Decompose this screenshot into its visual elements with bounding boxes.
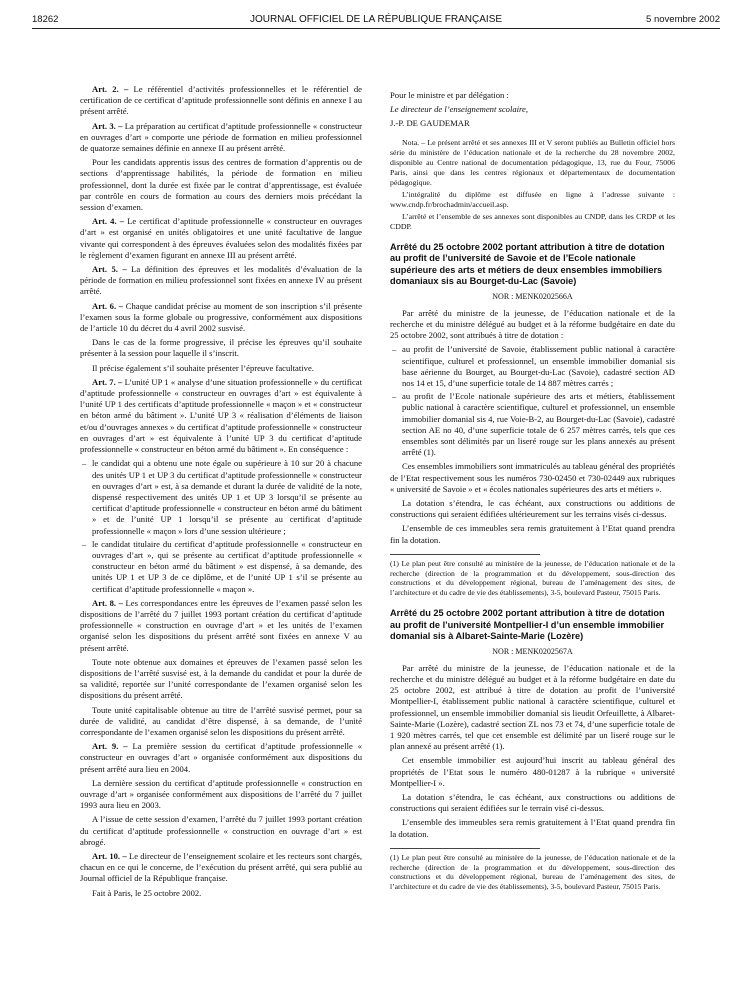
signature-line-2: Le directeur de l’enseignement scolaire, (390, 104, 529, 115)
nota-block (390, 138, 675, 232)
article-9: Art. 9. – La première session du certificat d’aptitude professionnelle « constructeur en ouvrages d’art » organisée conformément aux dispositions du présent arrêté aura lieu en 2004. (80, 741, 362, 774)
decree-2-para-3: La dotation s’étendra, le cas échéant, aux constructions ou additions de constructions qui seraient édifiées sur le terrain visé ci-dessus. (390, 792, 675, 814)
article-3-para-2: Pour les candidats apprentis issus des centres de formation d’apprentis ou de sections d’apprentissage habilités, la période de formation en milieu professionnel, dont la durée est fixée par le contrat d’apprentissage, est évaluée par contrôle en cours de formation au cours des derniers mois précédant la session d’examen. (80, 157, 362, 213)
article-8-para-3: Toute unité capitalisable obtenue au titre de l’arrêté susvisé permet, pour sa durée de validité, au candidat d’être dispensé, à sa demande, de l’unité correspondante de l’examen organisé selon les dispositions du présent arrêté. (80, 704, 362, 737)
footnote-rule (390, 554, 540, 555)
article-3: Art. 3. – La préparation au certificat d’aptitude professionnelle « constructeur en ouvrages d’art » comporte une période de formation en milieu professionnel de quatorze semaines définie en annexe II au présent arrêté. (80, 120, 362, 154)
decree-1-title: Arrêté du 25 octobre 2002 portant attribution à titre de dotation au profit de l’université de Savoie et de l’Ecole nationale supérieure des arts et métiers de deux ensembles immobiliers domaniaux sis au Bourget-du-Lac (Savoie) (390, 241, 665, 287)
decree-2-para-1: Par arrêté du ministre de la jeunesse, de l’éducation nationale et de la recherche et du ministre délégué au budget et à la réforme budgétaire en date du 25 octobre 2002, est attribué à titre de dotation au profit de l’université Montpellier-I, établissement public national à caractère scientifique, culturel et professionnel, un ensemble immobilier domanial sis lieudit Orfeuillette, à Albaret-Sainte-Marie (Lozère), cadastré section ZL nos 73 et 74, d’une superficie totale de 1 920 mètres carrés, tel que cet ensemble est délimité par un liseré rouge sur le plan annexé au présent arrêté (1). (390, 662, 675, 752)
page-header (32, 14, 720, 28)
article-8-para-2: Toute note obtenue aux domaines et épreuves de l’examen passé selon les dispositions de l’arrêté susvisé est, à la demande du candidat et pour la durée de sa validité, reportée sur l’unité correspondante de l’examen organisé selon les dispositions du présent arrêté. (80, 656, 362, 701)
nota-para-2: L’intégralité du diplôme est diffusée en ligne à l’adresse suivante : www.cndp.fr/brochadmin/accueil.asp. (390, 189, 675, 209)
decree-1-footnote: (1) Le plan peut être consulté au ministère de la jeunesse, de l’éducation nationale et de la recherche (direction de la programmation et du développement, sous-direction des constructions et du développement régional, bureau de l’aménagement des sites, de l’architecture et du cadre de vie des établissements), 3-5, boulevard Pasteur, 75015 Paris. (390, 558, 675, 598)
right-column (390, 90, 675, 895)
decree-2-para-2: Cet ensemble immobilier est aujourd’hui inscrit au tableau général des propriétés de l’Etat sous le numéro 480-01287 à la rubrique « université Montpellier-I ». (390, 755, 675, 788)
article-9-para-3: A l’issue de cette session d’examen, l’arrêté du 7 juillet 1993 portant création du certificat d’aptitude professionnelle « construction en ouvrage d’art » est abrogé. (80, 814, 362, 847)
issue-date: 5 novembre 2002 (646, 14, 720, 25)
left-column (80, 84, 362, 902)
decree-1-list (390, 344, 675, 458)
article-8: Art. 8. – Les correspondances entre les épreuves de l’examen passé selon les dispositions de l’arrêté du 7 juillet 1993 portant création du certificat d’aptitude professionnelle « construction en ouvrage d’art » et les unités de l’examen organisé selon les dispositions du présent arrêté sont fixées en annexe V au présent arrêté. (80, 597, 362, 653)
decree-2-title: Arrêté du 25 octobre 2002 portant attribution à titre de dotation au profit de l’université Montpellier-I d’un ensemble immobilier domanial sis à Albaret-Sainte-Marie (Lozère) (390, 608, 665, 642)
signature-place-date: Fait à Paris, le 25 octobre 2002. (92, 887, 202, 898)
article-9-para-2: La dernière session du certificat d’aptitude professionnelle « construction en ouvrage d’art » organisée conformément aux dispositions de l’arrêté du 7 juillet 1993 aura lieu en 2003. (80, 777, 362, 811)
decree-1-para-4: L’ensemble de ces immeubles sera remis gratuitement à l’Etat quand prendra fin la dotation. (390, 523, 675, 545)
decree-2-footnote: (1) Le plan peut être consulté au ministère de la jeunesse, de l’éducation nationale et de la recherche (direction de la programmation et du développement, sous-direction des constructions et du développement régional, bureau de l’aménagement des sites, de l’architecture et du cadre de vie des établissements), 3-5, boulevard Pasteur, 75015 Paris. (390, 852, 675, 892)
article-7-list (80, 458, 362, 594)
decree-1-nor: NOR : MENK0202566A (492, 291, 573, 301)
article-4: Art. 4. – Le certificat d’aptitude professionnelle « constructeur en ouvrages d’art » est organisé en unités obligatoires et une unité facultative de langue vivante qui correspondent à des épreuves évaluées selon des modalités fixées par le règlement d’examen figurant en annexe III au présent arrêté. (80, 216, 362, 260)
list-item: – le candidat qui a obtenu une note égale ou supérieure à 10 sur 20 à chacune des unités UP 1 et UP 3 du certificat d’aptitude professionnelle « constructeur en ouvrages d’art » est, à sa demande et durant la durée de validité de la note, dispensé respectivement des unités UP 1 et UP 3 lorsqu’il se présente au certificat d’aptitude professionnelle « constructeur en béton armé du bâtiment » et de l’unité UP 1 lorsqu’il se présente au certificat d’aptitude professionnelle « maçon » lors d’une session ultérieure ; (80, 458, 362, 536)
list-item: – au profit de l’Ecole nationale supérieure des arts et métiers, établissement public national à caractère scientifique, culturel et professionnel, un ensemble immobilier domanial sis 4, rue Voie-B-2, au Bourget-du-Lac (Savoie), cadastré section AE no 40, d’une superficie totale de 6 257 mètres carrés, tels que ces ensembles sont délimités par un liseré rouge sur les plans annexés au présent arrêté (1). (390, 391, 675, 458)
decree-2-para-4: L’ensemble des immeubles sera remis gratuitement à l’Etat quand prendra fin la dotation. (390, 817, 675, 839)
article-7: Art. 7. – L’unité UP 1 « analyse d’une situation professionnelle » du certificat d’aptitude professionnelle « constructeur en ouvrages d’art » est équivalente à l’unité UP 1 des certificats d’aptitude professionnelle « maçon » et « constructeur en béton armé du bâtiment ». L’unité UP 3 « réalisation d’éléments de liaison et/ou d’ouvrages annexes » du certificat d’aptitude professionnelle « constructeur en ouvrages d’art » est équivalente à l’unité UP 3 du certificat d’aptitude professionnelle « constructeur en béton armé du bâtiment ». En conséquence : (80, 376, 362, 455)
article-10: Art. 10. – Le directeur de l’enseignement scolaire et les recteurs sont chargés, chacun en ce qui le concerne, de l’exécution du présent arrêté, qui sera publié au Journal officiel de la République française. (80, 851, 362, 884)
article-6-para-2: Dans le cas de la forme progressive, il précise les épreuves qu’il souhaite présenter à la session pour laquelle il s’inscrit. (80, 337, 362, 359)
signatory-name: J.-P. DE GAUDEMAR (390, 118, 470, 129)
signature-line-1: Pour le ministre et par délégation : (390, 90, 509, 100)
article-6-para-3: Il précise également s’il souhaite présenter l’épreuve facultative. (92, 362, 314, 373)
nota-para-1: Nota. – Le présent arrêté et ses annexes III et V seront publiés au Bulletin officiel hors série du ministère de l’éducation nationale et de la recherche du 28 novembre 2002, disponible au Centre national de documentation pédagogique, 13, rue du Four, 75006 Paris, ainsi que dans les centres régionaux et départementaux de documentation pédagogique. (390, 137, 675, 187)
decree-1-para-2: Ces ensembles immobiliers sont immatriculés au tableau général des propriétés de l’Etat respectivement sous les numéros 730-02450 et 730-02449 aux rubriques « université de Savoie » et « écoles nationales supérieures des arts et métiers ». (390, 461, 675, 494)
article-5: Art. 5. – La définition des épreuves et les modalités d’évaluation de la période de formation en milieu professionnel sont fixées en annexe IV au présent arrêté. (80, 264, 362, 297)
list-item: – au profit de l’université de Savoie, établissement public national à caractère scientifique, culturel et professionnel, un ensemble immobilier domanial sis base aérienne du Bourget, au Bourget-du-Lac (Savoie), cadastré section AD nos 14 et 15, d’une superficie totale de 14 887 mètres carrés ; (390, 344, 675, 389)
header-rule (32, 28, 720, 29)
decree-2-nor: NOR : MENK0202567A (492, 646, 573, 656)
journal-title: JOURNAL OFFICIEL DE LA RÉPUBLIQUE FRANÇAISE (249, 14, 503, 25)
page-number: 18262 (32, 14, 59, 25)
decree-1-para-3: La dotation s’étendra, le cas échéant, aux constructions ou additions de constructions qui seraient édifiées ultérieurement sur les terrains visés ci-dessus. (390, 498, 675, 520)
footnote-rule (390, 848, 540, 849)
article-6: Art. 6. – Chaque candidat précise au moment de son inscription s’il présente l’examen sous la forme globale ou progressive, conformément aux dispositions de l’article 10 du décret du 4 avril 2002 susvisé. (80, 300, 362, 334)
decree-1-para-1: Par arrêté du ministre de la jeunesse, de l’éducation nationale et de la recherche et du ministre délégué au budget et à la réforme budgétaire en date du 25 octobre 2002, sont attribués à titre de dotation : (390, 307, 675, 341)
nota-para-3: L’arrêté et l’ensemble de ses annexes sont disponibles au CNDP, dans les CRDP et les CDDP. (390, 211, 675, 231)
list-item: – le candidat titulaire du certificat d’aptitude professionnelle « constructeur en ouvrages d’art », qui se présente au certificat d’aptitude professionnelle « constructeur en béton armé du bâtiment » est dispensé, à sa demande, des unités UP 1 et UP 3 de ce diplôme, et de l’unité UP 1 s’il se présente au certificat d’aptitude professionnelle « maçon ». (80, 539, 362, 595)
article-2: Art. 2. – Le référentiel d’activités professionnelles et le référentiel de certification de ce certificat d’aptitude professionnelle sont définis en annexe I au présent arrêté. (80, 84, 362, 117)
